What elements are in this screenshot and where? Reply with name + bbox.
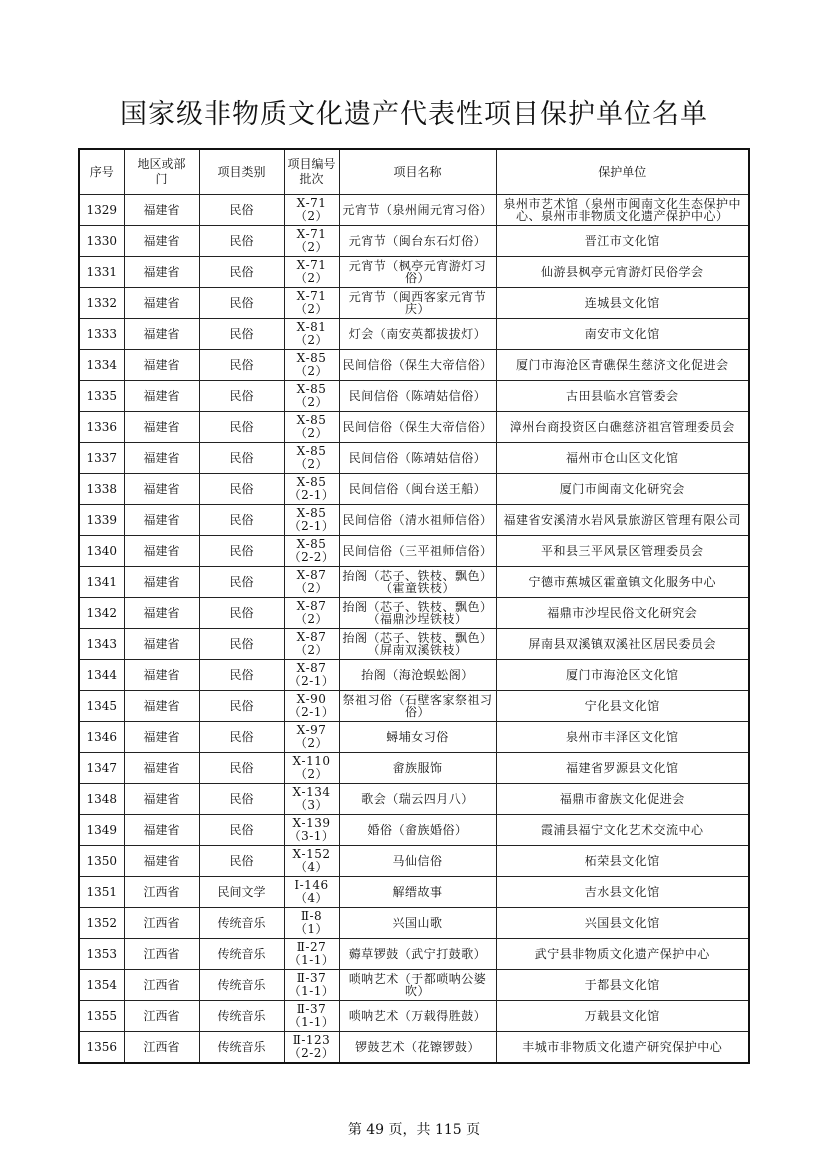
cell-category: 民俗 bbox=[199, 195, 284, 226]
cell-protection-unit: 福鼎市沙埕民俗文化研究会 bbox=[496, 598, 749, 629]
cell-region: 福建省 bbox=[124, 319, 199, 350]
cell-project-name: 抬阁（芯子、铁枝、飘色）（霍童铁枝） bbox=[339, 567, 496, 598]
cell-no: 1350 bbox=[79, 846, 124, 877]
table-row bbox=[79, 381, 749, 412]
header-no: 序号 bbox=[79, 149, 124, 195]
project-batch: （2） bbox=[294, 271, 329, 285]
project-batch: （2-1） bbox=[288, 519, 335, 533]
cell-category: 传统音乐 bbox=[199, 1001, 284, 1032]
cell-protection-unit: 漳州台商投资区白礁慈济祖宫管理委员会 bbox=[496, 412, 749, 443]
cell-category: 民俗 bbox=[199, 226, 284, 257]
project-code: Ⅹ-85 bbox=[296, 475, 327, 489]
header-category: 项目类别 bbox=[199, 149, 284, 195]
cell-no: 1345 bbox=[79, 691, 124, 722]
cell-category: 传统音乐 bbox=[199, 970, 284, 1001]
table-header-row bbox=[79, 149, 749, 195]
cell-category: 民俗 bbox=[199, 722, 284, 753]
cell-category: 民俗 bbox=[199, 753, 284, 784]
project-batch: （2-1） bbox=[288, 488, 335, 502]
cell-project-name: 元宵节（闽台东石灯俗） bbox=[339, 226, 496, 257]
cell-region: 福建省 bbox=[124, 598, 199, 629]
cell-category: 传统音乐 bbox=[199, 1032, 284, 1064]
cell-code-batch bbox=[284, 1032, 339, 1064]
cell-no: 1338 bbox=[79, 474, 124, 505]
cell-category: 民俗 bbox=[199, 846, 284, 877]
table-row bbox=[79, 505, 749, 536]
cell-region: 福建省 bbox=[124, 474, 199, 505]
cell-region: 福建省 bbox=[124, 691, 199, 722]
project-code: Ⅹ-85 bbox=[296, 413, 327, 427]
project-batch: （4） bbox=[294, 891, 329, 905]
cell-region: 江西省 bbox=[124, 970, 199, 1001]
cell-region: 福建省 bbox=[124, 257, 199, 288]
cell-category: 民间文学 bbox=[199, 877, 284, 908]
cell-project-name: 锣鼓艺术（花镲锣鼓） bbox=[339, 1032, 496, 1064]
header-region: 地区或部门 bbox=[124, 149, 199, 195]
cell-category: 民俗 bbox=[199, 474, 284, 505]
cell-region: 福建省 bbox=[124, 226, 199, 257]
cell-category: 民俗 bbox=[199, 319, 284, 350]
project-batch: （2） bbox=[294, 364, 329, 378]
cell-category: 民俗 bbox=[199, 567, 284, 598]
cell-code-batch bbox=[284, 598, 339, 629]
table-row bbox=[79, 443, 749, 474]
table-row bbox=[79, 412, 749, 443]
project-code: Ⅹ-71 bbox=[296, 196, 327, 210]
project-batch: （2） bbox=[294, 240, 329, 254]
project-batch: （3） bbox=[294, 798, 329, 812]
cell-no: 1333 bbox=[79, 319, 124, 350]
cell-no: 1348 bbox=[79, 784, 124, 815]
page-footer: 第 49 页，共 115 页 bbox=[347, 1122, 481, 1138]
cell-no: 1342 bbox=[79, 598, 124, 629]
cell-category: 民俗 bbox=[199, 350, 284, 381]
cell-category: 民俗 bbox=[199, 629, 284, 660]
cell-no: 1332 bbox=[79, 288, 124, 319]
cell-protection-unit: 厦门市闽南文化研究会 bbox=[496, 474, 749, 505]
project-batch: （2） bbox=[294, 395, 329, 409]
cell-protection-unit: 宁化县文化馆 bbox=[496, 691, 749, 722]
project-batch: （2） bbox=[294, 581, 329, 595]
table-row bbox=[79, 660, 749, 691]
project-batch: （2-1） bbox=[288, 674, 335, 688]
cell-project-name: 婚俗（畲族婚俗） bbox=[339, 815, 496, 846]
project-batch: （2） bbox=[294, 302, 329, 316]
cell-code-batch bbox=[284, 784, 339, 815]
cell-no: 1352 bbox=[79, 908, 124, 939]
cell-no: 1339 bbox=[79, 505, 124, 536]
cell-code-batch bbox=[284, 970, 339, 1001]
cell-category: 民俗 bbox=[199, 381, 284, 412]
cell-protection-unit: 万载县文化馆 bbox=[496, 1001, 749, 1032]
cell-protection-unit: 福州市仓山区文化馆 bbox=[496, 443, 749, 474]
cell-category: 民俗 bbox=[199, 691, 284, 722]
table-row bbox=[79, 226, 749, 257]
cell-project-name: 抬阁（海沧蜈蚣阁） bbox=[339, 660, 496, 691]
table-row bbox=[79, 1001, 749, 1032]
cell-code-batch bbox=[284, 505, 339, 536]
cell-region: 福建省 bbox=[124, 846, 199, 877]
project-code: Ⅹ-71 bbox=[296, 289, 327, 303]
header-protection-unit: 保护单位 bbox=[496, 149, 749, 195]
project-batch: （2） bbox=[294, 457, 329, 471]
project-batch: （2） bbox=[294, 767, 329, 781]
cell-code-batch bbox=[284, 846, 339, 877]
cell-project-name: 元宵节（泉州闹元宵习俗） bbox=[339, 195, 496, 226]
cell-region: 福建省 bbox=[124, 381, 199, 412]
cell-project-name: 唢呐艺术（于都唢呐公婆吹） bbox=[339, 970, 496, 1001]
cell-code-batch bbox=[284, 536, 339, 567]
table-row bbox=[79, 970, 749, 1001]
cell-protection-unit: 南安市文化馆 bbox=[496, 319, 749, 350]
project-code: Ⅹ-90 bbox=[296, 692, 327, 706]
cell-region: 福建省 bbox=[124, 722, 199, 753]
project-code: Ⅹ-134 bbox=[292, 785, 331, 799]
cell-protection-unit: 泉州市艺术馆（泉州市闽南文化生态保护中心、泉州市非物质文化遗产保护中心） bbox=[496, 195, 749, 226]
cell-project-name: 解缙故事 bbox=[339, 877, 496, 908]
cell-region: 福建省 bbox=[124, 443, 199, 474]
cell-code-batch bbox=[284, 257, 339, 288]
cell-code-batch bbox=[284, 722, 339, 753]
cell-protection-unit: 丰城市非物质文化遗产研究保护中心 bbox=[496, 1032, 749, 1064]
project-code: Ⅰ-146 bbox=[294, 878, 329, 892]
cell-region: 福建省 bbox=[124, 784, 199, 815]
cell-project-name: 民间信俗（三平祖师信俗） bbox=[339, 536, 496, 567]
project-batch: （2） bbox=[294, 736, 329, 750]
cell-code-batch bbox=[284, 691, 339, 722]
cell-region: 江西省 bbox=[124, 939, 199, 970]
project-batch: （2） bbox=[294, 612, 329, 626]
cell-protection-unit: 吉水县文化馆 bbox=[496, 877, 749, 908]
cell-region: 福建省 bbox=[124, 288, 199, 319]
project-code: Ⅱ-8 bbox=[300, 909, 323, 923]
cell-code-batch bbox=[284, 412, 339, 443]
header-project-name: 项目名称 bbox=[339, 149, 496, 195]
project-code: Ⅱ-37 bbox=[296, 1002, 327, 1016]
cell-region: 福建省 bbox=[124, 753, 199, 784]
table-row bbox=[79, 567, 749, 598]
cell-region: 江西省 bbox=[124, 1001, 199, 1032]
cell-project-name: 歌会（瑞云四月八） bbox=[339, 784, 496, 815]
project-batch: （4） bbox=[294, 860, 329, 874]
project-code: Ⅹ-110 bbox=[292, 754, 331, 768]
cell-project-name: 马仙信俗 bbox=[339, 846, 496, 877]
cell-region: 福建省 bbox=[124, 195, 199, 226]
cell-region: 福建省 bbox=[124, 350, 199, 381]
project-batch: （2-1） bbox=[288, 705, 335, 719]
project-code: Ⅹ-85 bbox=[296, 444, 327, 458]
heritage-table bbox=[78, 148, 750, 1064]
cell-protection-unit: 柘荣县文化馆 bbox=[496, 846, 749, 877]
cell-no: 1343 bbox=[79, 629, 124, 660]
table-row bbox=[79, 846, 749, 877]
cell-no: 1334 bbox=[79, 350, 124, 381]
cell-code-batch bbox=[284, 1001, 339, 1032]
cell-code-batch bbox=[284, 226, 339, 257]
cell-project-name: 唢呐艺术（万载得胜鼓） bbox=[339, 1001, 496, 1032]
table-row bbox=[79, 319, 749, 350]
table-row bbox=[79, 474, 749, 505]
table-row bbox=[79, 815, 749, 846]
cell-project-name: 祭祖习俗（石壁客家祭祖习俗） bbox=[339, 691, 496, 722]
cell-category: 民俗 bbox=[199, 443, 284, 474]
cell-no: 1356 bbox=[79, 1032, 124, 1064]
project-batch: （2） bbox=[294, 426, 329, 440]
table-row bbox=[79, 908, 749, 939]
cell-no: 1349 bbox=[79, 815, 124, 846]
cell-project-name: 兴国山歌 bbox=[339, 908, 496, 939]
cell-protection-unit: 晋江市文化馆 bbox=[496, 226, 749, 257]
cell-category: 民俗 bbox=[199, 660, 284, 691]
project-code: Ⅱ-27 bbox=[296, 940, 327, 954]
cell-code-batch bbox=[284, 939, 339, 970]
cell-region: 江西省 bbox=[124, 1032, 199, 1064]
cell-region: 江西省 bbox=[124, 877, 199, 908]
cell-code-batch bbox=[284, 815, 339, 846]
project-batch: （3-1） bbox=[288, 829, 335, 843]
cell-protection-unit: 福建省安溪清水岩风景旅游区管理有限公司 bbox=[496, 505, 749, 536]
cell-project-name: 民间信俗（清水祖师信俗） bbox=[339, 505, 496, 536]
cell-project-name: 元宵节（闽西客家元宵节庆） bbox=[339, 288, 496, 319]
cell-category: 民俗 bbox=[199, 412, 284, 443]
cell-region: 福建省 bbox=[124, 629, 199, 660]
table-row bbox=[79, 257, 749, 288]
cell-code-batch bbox=[284, 753, 339, 784]
cell-category: 传统音乐 bbox=[199, 908, 284, 939]
cell-code-batch bbox=[284, 319, 339, 350]
cell-category: 民俗 bbox=[199, 784, 284, 815]
cell-project-name: 民间信俗（保生大帝信俗） bbox=[339, 412, 496, 443]
cell-region: 江西省 bbox=[124, 908, 199, 939]
cell-region: 福建省 bbox=[124, 505, 199, 536]
cell-region: 福建省 bbox=[124, 536, 199, 567]
table-row bbox=[79, 939, 749, 970]
cell-project-name: 抬阁（芯子、铁枝、飘色）（福鼎沙埕铁枝） bbox=[339, 598, 496, 629]
project-batch: （2-2） bbox=[288, 1046, 335, 1060]
project-batch: （2） bbox=[294, 209, 329, 223]
cell-protection-unit: 兴国县文化馆 bbox=[496, 908, 749, 939]
cell-protection-unit: 泉州市丰泽区文化馆 bbox=[496, 722, 749, 753]
cell-no: 1341 bbox=[79, 567, 124, 598]
cell-protection-unit: 厦门市海沧区文化馆 bbox=[496, 660, 749, 691]
table-row bbox=[79, 350, 749, 381]
cell-protection-unit: 厦门市海沧区青礁保生慈济文化促进会 bbox=[496, 350, 749, 381]
cell-protection-unit: 平和县三平风景区管理委员会 bbox=[496, 536, 749, 567]
project-code: Ⅹ-152 bbox=[292, 847, 331, 861]
cell-no: 1351 bbox=[79, 877, 124, 908]
cell-no: 1330 bbox=[79, 226, 124, 257]
cell-project-name: 抬阁（芯子、铁枝、飘色）（屏南双溪铁枝） bbox=[339, 629, 496, 660]
cell-protection-unit: 福鼎市畲族文化促进会 bbox=[496, 784, 749, 815]
cell-category: 民俗 bbox=[199, 505, 284, 536]
cell-no: 1355 bbox=[79, 1001, 124, 1032]
cell-project-name: 元宵节（枫亭元宵游灯习俗） bbox=[339, 257, 496, 288]
cell-category: 民俗 bbox=[199, 598, 284, 629]
cell-protection-unit: 霞浦县福宁文化艺术交流中心 bbox=[496, 815, 749, 846]
cell-project-name: 薅草锣鼓（武宁打鼓歌） bbox=[339, 939, 496, 970]
project-code: Ⅹ-71 bbox=[296, 258, 327, 272]
cell-no: 1340 bbox=[79, 536, 124, 567]
cell-code-batch bbox=[284, 195, 339, 226]
project-code: Ⅹ-71 bbox=[296, 227, 327, 241]
project-code: Ⅱ-123 bbox=[292, 1033, 331, 1047]
cell-project-name: 畲族服饰 bbox=[339, 753, 496, 784]
project-code: Ⅹ-85 bbox=[296, 351, 327, 365]
cell-code-batch bbox=[284, 660, 339, 691]
cell-protection-unit: 古田县临水宫管委会 bbox=[496, 381, 749, 412]
cell-protection-unit: 连城县文化馆 bbox=[496, 288, 749, 319]
project-code: Ⅹ-85 bbox=[296, 382, 327, 396]
table-row bbox=[79, 753, 749, 784]
cell-region: 福建省 bbox=[124, 815, 199, 846]
project-code: Ⅹ-87 bbox=[296, 630, 327, 644]
cell-code-batch bbox=[284, 350, 339, 381]
project-code: Ⅹ-87 bbox=[296, 661, 327, 675]
table-row bbox=[79, 629, 749, 660]
table-row bbox=[79, 691, 749, 722]
cell-protection-unit: 福建省罗源县文化馆 bbox=[496, 753, 749, 784]
cell-category: 民俗 bbox=[199, 536, 284, 567]
cell-protection-unit: 于都县文化馆 bbox=[496, 970, 749, 1001]
cell-region: 福建省 bbox=[124, 412, 199, 443]
cell-code-batch bbox=[284, 443, 339, 474]
cell-project-name: 蟳埔女习俗 bbox=[339, 722, 496, 753]
cell-no: 1331 bbox=[79, 257, 124, 288]
cell-no: 1336 bbox=[79, 412, 124, 443]
project-batch: （1-1） bbox=[288, 1015, 335, 1029]
table-row bbox=[79, 536, 749, 567]
cell-project-name: 民间信俗（陈靖姑信俗） bbox=[339, 381, 496, 412]
cell-project-name: 民间信俗（陈靖姑信俗） bbox=[339, 443, 496, 474]
project-batch: （1-1） bbox=[288, 984, 335, 998]
cell-no: 1353 bbox=[79, 939, 124, 970]
cell-no: 1354 bbox=[79, 970, 124, 1001]
cell-no: 1346 bbox=[79, 722, 124, 753]
project-code: Ⅹ-85 bbox=[296, 506, 327, 520]
project-code: Ⅱ-37 bbox=[296, 971, 327, 985]
cell-protection-unit: 屏南县双溪镇双溪社区居民委员会 bbox=[496, 629, 749, 660]
project-batch: （2） bbox=[294, 643, 329, 657]
table-row bbox=[79, 288, 749, 319]
project-code: Ⅹ-87 bbox=[296, 599, 327, 613]
cell-no: 1337 bbox=[79, 443, 124, 474]
table-row bbox=[79, 1032, 749, 1064]
project-code: Ⅹ-81 bbox=[296, 320, 327, 334]
cell-code-batch bbox=[284, 288, 339, 319]
document-title: 国家级非物质文化遗产代表性项目保护单位名单 bbox=[120, 99, 708, 130]
cell-region: 福建省 bbox=[124, 567, 199, 598]
table-row bbox=[79, 784, 749, 815]
table-row bbox=[79, 195, 749, 226]
cell-no: 1344 bbox=[79, 660, 124, 691]
table-row bbox=[79, 598, 749, 629]
header-code-batch: 项目编号批次 bbox=[284, 149, 339, 195]
cell-project-name: 灯会（南安英都拔拔灯） bbox=[339, 319, 496, 350]
table-row bbox=[79, 877, 749, 908]
cell-project-name: 民间信俗（闽台送王船） bbox=[339, 474, 496, 505]
cell-protection-unit: 仙游县枫亭元宵游灯民俗学会 bbox=[496, 257, 749, 288]
cell-code-batch bbox=[284, 877, 339, 908]
table-row bbox=[79, 722, 749, 753]
cell-no: 1335 bbox=[79, 381, 124, 412]
table-body bbox=[79, 195, 749, 1064]
project-code: Ⅹ-85 bbox=[296, 537, 327, 551]
cell-category: 民俗 bbox=[199, 257, 284, 288]
project-batch: （1-1） bbox=[288, 953, 335, 967]
cell-category: 民俗 bbox=[199, 288, 284, 319]
cell-code-batch bbox=[284, 567, 339, 598]
project-batch: （2） bbox=[294, 333, 329, 347]
cell-protection-unit: 武宁县非物质文化遗产保护中心 bbox=[496, 939, 749, 970]
cell-region: 福建省 bbox=[124, 660, 199, 691]
cell-no: 1347 bbox=[79, 753, 124, 784]
cell-code-batch bbox=[284, 629, 339, 660]
cell-code-batch bbox=[284, 474, 339, 505]
cell-category: 传统音乐 bbox=[199, 939, 284, 970]
cell-code-batch bbox=[284, 908, 339, 939]
project-batch: （1） bbox=[294, 922, 329, 936]
cell-no: 1329 bbox=[79, 195, 124, 226]
project-code: Ⅹ-97 bbox=[296, 723, 327, 737]
cell-category: 民俗 bbox=[199, 815, 284, 846]
cell-code-batch bbox=[284, 381, 339, 412]
project-code: Ⅹ-87 bbox=[296, 568, 327, 582]
cell-protection-unit: 宁德市蕉城区霍童镇文化服务中心 bbox=[496, 567, 749, 598]
project-code: Ⅹ-139 bbox=[292, 816, 331, 830]
project-batch: （2-2） bbox=[288, 550, 335, 564]
cell-project-name: 民间信俗（保生大帝信俗） bbox=[339, 350, 496, 381]
